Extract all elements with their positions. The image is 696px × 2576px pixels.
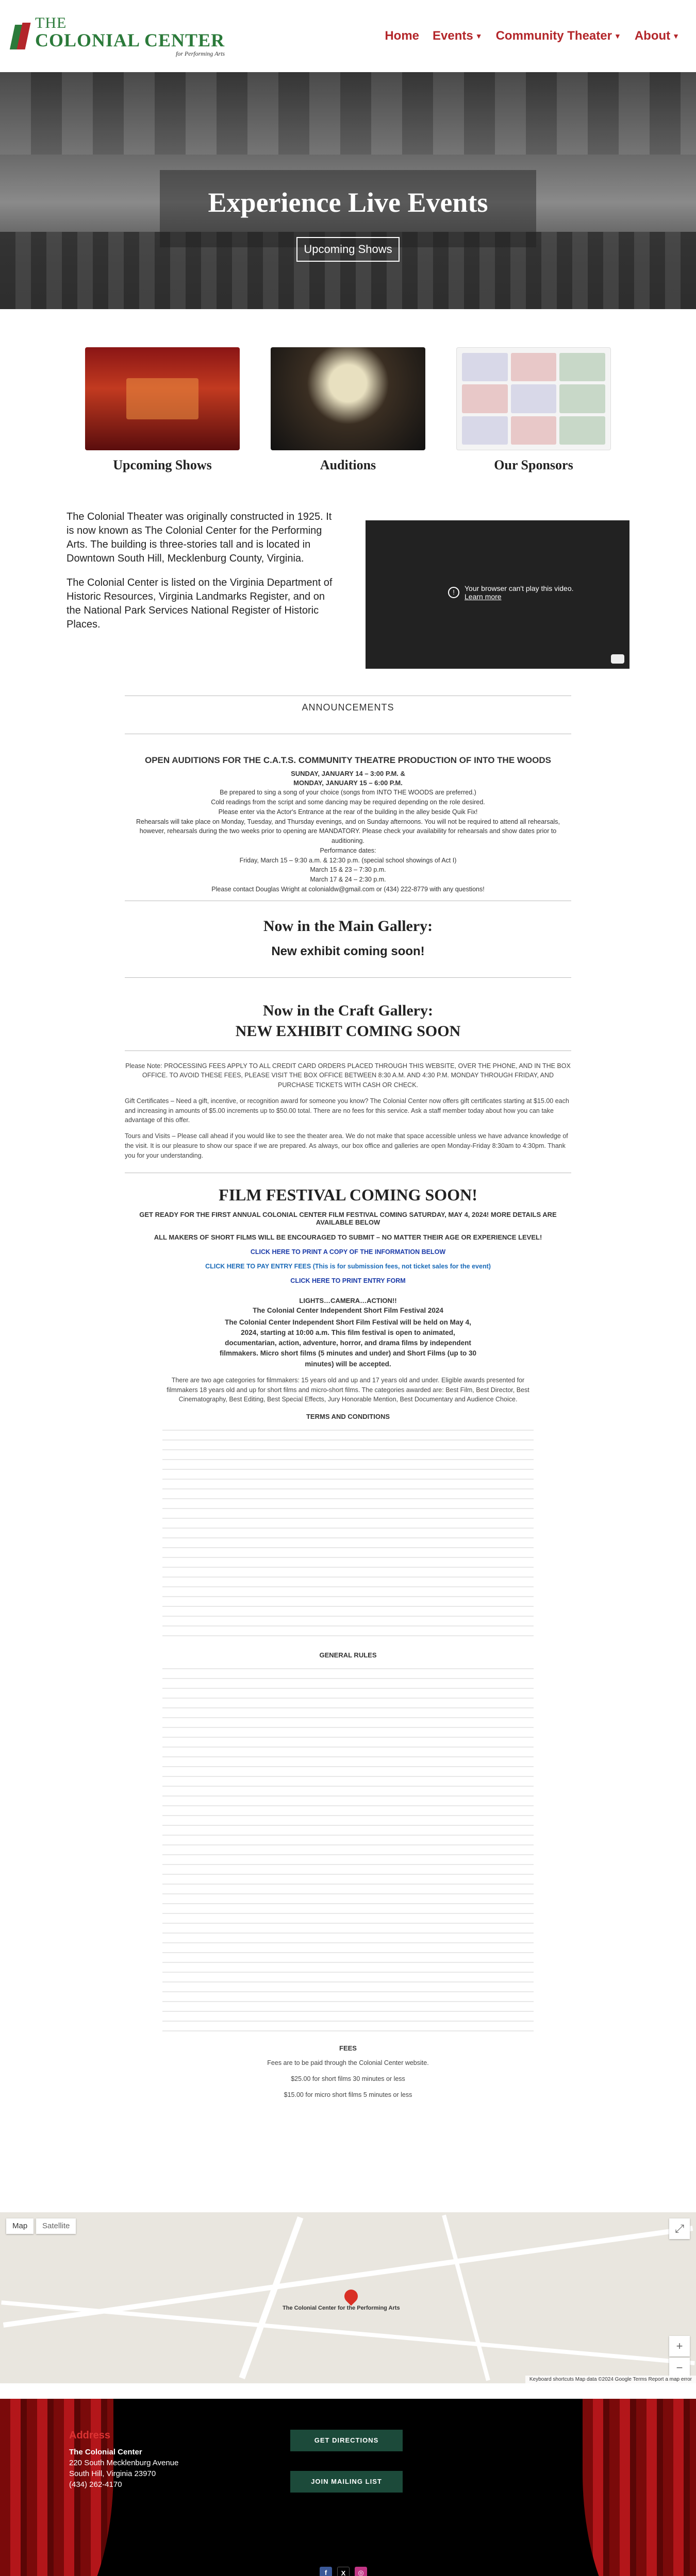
main-nav (385, 29, 680, 43)
logo-mark (10, 22, 31, 50)
card-auditions[interactable] (271, 347, 425, 489)
nav-home[interactable]: Home (385, 29, 420, 43)
video-player[interactable] (366, 520, 629, 669)
fullscreen-icon[interactable]: ⤢ (669, 2218, 690, 2239)
hero-title: Experience Live Events (208, 187, 488, 218)
curtain-right (583, 2399, 696, 2576)
fees-heading: FEES (339, 2044, 357, 2053)
auditions-image (271, 347, 425, 450)
general-rules-heading: GENERAL RULES (319, 1651, 377, 1659)
x-icon[interactable]: X (337, 2567, 350, 2576)
hero-banner (0, 72, 696, 309)
social-links (320, 2567, 367, 2576)
location-pin-icon[interactable] (342, 2287, 361, 2306)
film-festival-section: FILM FESTIVAL COMING SOON! GET READY FOR THE FIRST ANNUAL COLONIAL CENTER FILM FESTIVAL COMING SATURDAY, MAY 4, 2024! MORE DETAILS ARE AVAILABLE BELOW ALL MAKERS OF SHORT FILMS WILL BE ENCOURAGED TO SUBMIT – NO MATTER THEIR AGE OR EXPERIENCE LEVEL! CLICK HERE TO PRINT A COPY OF THE INFORMATION BELOW CLICK HERE TO PAY ENTRY FEES (This is for submission fees, not ticket sales for the event) CLICK HERE TO PRINT ENTRY FORM LIGHTS…CAMERA…ACTION!! The Colonial Center Independent Short Film Festival 2024 The Colonial Center Independent Short Film Festival will be held on May 4, 2024, starting at 10:00 a.m. This film festival is open to animated, documentarian, action, adventure, horror, and drama films by independent filmmakers. Micro short films (5 minutes and under) and Short Films (up to 30 minutes) will be accepted. There are two age categories for filmmakers: 15 years old and up and 17 years old and under. Eligible awards presented for filmmakers 18 years old and up for short films and micro-short films. The categories awarded are: Best Film, Best Director, Best Cinematography, Best Editing, Best Special Effects, Jury Honorable Mention, Best Documentary and Audience Choice. TERMS AND CONDITIONS GENERAL RULES FEES Fees are to be paid through the Colonial Center website. $25.00 for short films 30 minutes or less $15.00 for micro short films 5 minutes or less (125, 1185, 571, 2183)
craft-gallery-heading: Now in the Craft Gallery: NEW EXHIBIT COMING SOON (235, 1002, 461, 1040)
map-tab[interactable]: Map (6, 2218, 34, 2234)
video-error-text: Your browser can't play this video. (465, 584, 574, 592)
site-header (0, 0, 696, 72)
nav-community-theater[interactable]: Community Theater ▼ (495, 29, 621, 43)
announcements-heading: ANNOUNCEMENTS (302, 702, 394, 713)
logo-line-1: THE (35, 14, 67, 31)
card-sponsors[interactable] (456, 347, 611, 489)
chevron-down-icon: ▼ (475, 32, 483, 40)
craft-gallery-sub: NEW EXHIBIT COMING SOON (235, 1023, 461, 1040)
print-entry-form-link[interactable]: CLICK HERE TO PRINT ENTRY FORM (290, 1277, 406, 1285)
instagram-icon[interactable]: ◎ (355, 2567, 367, 2576)
tours-note: Tours and Visits – Please call ahead if you would like to see the theater area. We do not make that space accessible unless we have advance knowledge of the visit. It is our pleasure to show our space if we are prepared. As always, our box office and galleries are open Monday-Friday 8:30am to 4:30pm. Thank you for your understanding. (125, 1132, 568, 1159)
card-upcoming-shows[interactable] (85, 347, 240, 489)
auditions-announcement: OPEN AUDITIONS FOR THE C.A.T.S. COMMUNITY THEATRE PRODUCTION OF INTO THE WOODS SUNDAY, JANUARY 14 – 3:00 P.M. & MONDAY, JANUARY 15 – 6:00 P.M. Be prepared to sing a song of your choice (songs from INTO THE WOODS are preferred.) Cold readings from the script and some dancing may be required depending on the role desired. Please enter via the Actor's Entrance at the rear of the building in the alley beside Quik Fix! Rehearsals will take place on Monday, Tuesday, and Thursday evenings, and on Sunday afternoons. You will not be required to attend all rehearsals, however, rehearsals during the two weeks prior to opening are MANDATORY. Please check your availability for rehearsals and show dates prior to auditioning. Performance dates: Friday, March 15 – 9:30 a.m. & 12:30 p.m. (special school showings of Act I) March 15 & 23 – 7:30 p.m. March 17 & 24 – 2:30 p.m. Please contact Douglas Wright at colonialdw@gmail.com or (434) 222-8779 with any questions! (125, 755, 571, 894)
nav-about[interactable]: About ▼ (634, 29, 680, 43)
main-gallery-sub: New exhibit coming soon! (271, 944, 425, 958)
logo-line-3: for Performing Arts (175, 50, 225, 57)
terms-heading: TERMS AND CONDITIONS (306, 1413, 390, 1421)
card-title: Upcoming Shows (113, 457, 212, 472)
chevron-down-icon: ▼ (672, 32, 680, 40)
card-title: Our Sponsors (494, 457, 573, 472)
hero-ceiling (0, 72, 696, 155)
site-footer (0, 2399, 696, 2576)
zoom-in-icon[interactable]: + (669, 2336, 690, 2357)
site-logo[interactable] (10, 15, 225, 57)
gift-certificates-note: Gift Certificates – Need a gift, incentive, or recognition award for someone you know? The Colonial Center now offers gift certificates starting at $15.00 each and increasing in amounts of $5.00 increments up to $50.00 total. There are no fees for this service. Ask a staff member today about how you can take advantage of this offer. (125, 1097, 569, 1124)
card-title: Auditions (320, 457, 376, 472)
stage-image (85, 347, 240, 450)
join-mailing-list-button[interactable]: JOIN MAILING LIST (290, 2471, 403, 2493)
upcoming-shows-button[interactable]: Upcoming Shows (296, 237, 400, 262)
sponsors-image (456, 347, 611, 450)
satellite-tab[interactable]: Satellite (36, 2218, 76, 2234)
feature-cards (0, 309, 696, 489)
about-paragraph: The Colonial Theater was originally constructed in 1925. It is now known as The Colonial Center for the Performing Arts. The building is three-stories tall and is located in Downtown South Hill, Mecklenburg County, Virginia. (67, 511, 332, 564)
map-place-label: The Colonial Center for the Performing Arts (283, 2304, 400, 2311)
main-gallery-heading: Now in the Main Gallery: (263, 917, 433, 935)
about-paragraph: The Colonial Center is listed on the Virginia Department of Historic Resources, Virginia Landmarks Register, and on the National Park Services National Register of Historic Places. (67, 577, 333, 630)
youtube-icon[interactable] (611, 654, 624, 664)
address-heading: Address (69, 2429, 111, 2441)
map-attribution: Keyboard shortcuts Map data ©2024 Google Terms Report a map error (525, 2376, 696, 2383)
film-festival-heading: FILM FESTIVAL COMING SOON! (219, 1185, 477, 1205)
get-directions-button[interactable]: GET DIRECTIONS (290, 2430, 403, 2451)
pay-entry-fees-link[interactable]: CLICK HERE TO PAY ENTRY FEES (This is for submission fees, not ticket sales for the event) (205, 1263, 491, 1270)
info-icon: ! (448, 587, 459, 598)
chevron-down-icon: ▼ (614, 32, 621, 40)
address-block: Address The Colonial Center 220 South Mecklenburg Avenue South Hill, Virginia 23970 (434) 262-4170 (69, 2429, 179, 2489)
logo-line-2: COLONIAL CENTER (35, 30, 225, 50)
location-map[interactable] (0, 2212, 696, 2383)
zoom-out-icon[interactable]: − (669, 2358, 690, 2378)
about-section (0, 489, 696, 696)
box-office-notes (125, 1061, 571, 1161)
processing-fee-note: Please Note: PROCESSING FEES APPLY TO ALL CREDIT CARD ORDERS PLACED THROUGH THIS WEBSITE, OVER THE PHONE, AND IN THE BOX OFFICE. TO AVOID THESE FEES, PLEASE VISIT THE BOX OFFICE BETWEEN 8:30 A.M. AND 4:30 P.M. MONDAY THROUGH FRIDAY, AND PURCHASE TICKETS WITH CASH OR CHECK. (125, 1062, 571, 1089)
learn-more-link[interactable]: Learn more (465, 592, 502, 601)
print-info-link[interactable]: CLICK HERE TO PRINT A COPY OF THE INFORMATION BELOW (250, 1248, 446, 1256)
nav-events[interactable]: Events ▼ (433, 29, 483, 43)
audition-title: OPEN AUDITIONS FOR THE C.A.T.S. COMMUNITY THEATRE PRODUCTION OF INTO THE WOODS (145, 755, 551, 765)
facebook-icon[interactable]: f (320, 2567, 332, 2576)
